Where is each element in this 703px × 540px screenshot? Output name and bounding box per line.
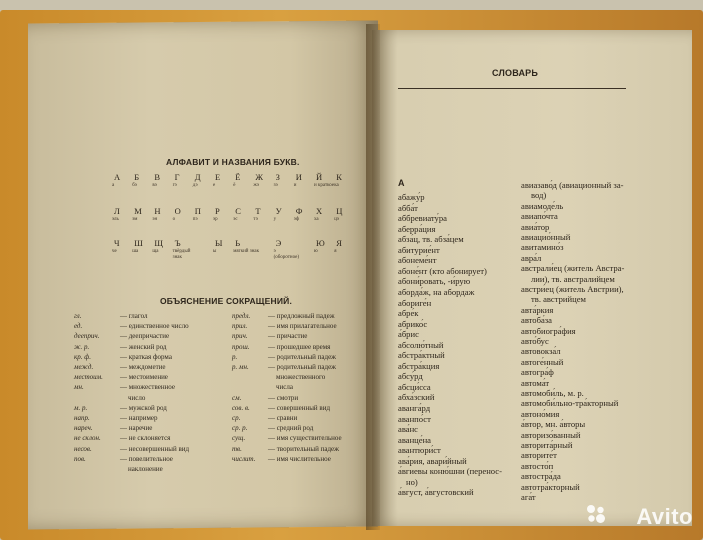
abbreviation: сущ. — [232, 434, 246, 443]
dictionary-entry: абсци́сса — [398, 381, 431, 392]
dictionary-entry: абориге́н — [398, 297, 432, 308]
alphabet-letter: Л — [114, 206, 120, 216]
alphabet-letter: Ь — [235, 238, 241, 248]
dictionary-entry: авитамино́з — [521, 242, 564, 253]
alphabet-letter-name: эм — [132, 217, 138, 222]
dictionary-entry: аванга́рд — [398, 403, 431, 413]
abbreviation-meaning: — местоимение — [120, 373, 168, 382]
abbreviation: ср. р. — [232, 424, 248, 433]
dictionary-entry: авиапо́чта — [521, 211, 558, 222]
alphabet-letter-name: жэ — [253, 183, 259, 188]
alphabet-letter-name: а — [112, 183, 115, 188]
abbreviation: р. — [232, 352, 238, 361]
abbreviation-meaning: — сравни — [268, 414, 298, 422]
abbreviation: местоим. — [74, 373, 103, 382]
alphabet-letter-name: цэ — [334, 217, 340, 222]
abbreviation-meaning: — множественное — [120, 383, 175, 392]
abbreviation: пов. — [74, 454, 86, 463]
abbreviation-meaning: — имя существительное — [268, 434, 342, 443]
dictionary-entry: а́втор, мн. а́вторы — [521, 419, 586, 430]
abbreviation-meaning: — имя числительное — [268, 454, 331, 463]
alphabet-letter-name: и — [293, 183, 297, 188]
alphabet-letter: Ъ — [174, 238, 181, 248]
abbreviation: прил. — [232, 322, 248, 331]
abbreviation-meaning: множественного — [276, 373, 326, 382]
abbreviation-meaning: — имя прилагательное — [268, 322, 337, 331]
abbreviation: ж. р. — [74, 342, 90, 351]
dictionary-entry: ага́т — [521, 492, 536, 502]
alphabet-letter: Э — [275, 238, 282, 248]
alphabet-title: АЛФАВИТ И НАЗВАНИЯ БУКВ. — [166, 157, 300, 167]
dictionary-entry: абсолю́тный — [398, 339, 444, 350]
alphabet-letter: Я — [336, 238, 342, 248]
abbreviation-meaning: — причастие — [268, 332, 308, 341]
alphabet-letter-name: и краткое — [314, 183, 335, 188]
alphabet-letter: С — [235, 206, 241, 216]
abbreviation: тв. — [232, 444, 242, 453]
abbreviation-meaning: — родительный падеж — [268, 363, 337, 371]
dictionary-entry: абсу́рд — [398, 371, 423, 382]
alphabet-letter-name: мягкий знак — [233, 249, 260, 254]
alphabet-letter: Е — [215, 172, 221, 182]
alphabet-letter: Х — [316, 206, 323, 216]
alphabet-letter-name: ю — [314, 249, 318, 254]
book-spine — [366, 24, 380, 530]
alphabet-letter-name: гэ — [172, 183, 177, 188]
alphabet-letter-name: ха — [314, 217, 319, 222]
dictionary-entry: а́брис — [398, 329, 419, 340]
dictionary-entry: авторите́т — [521, 450, 557, 461]
dictionary-entry: абажу́р — [398, 192, 425, 202]
dictionary-entry: абстра́ктный — [398, 350, 445, 361]
dictionary-entry: абитурие́нт — [398, 244, 440, 255]
abbreviation-meaning: — например — [120, 414, 158, 422]
alphabet-letter-name: вэ — [152, 183, 157, 188]
dictionary-entry: автома́т — [521, 377, 550, 388]
dictionary-entry: аббревиату́ра — [398, 213, 447, 224]
abbreviation: не склон. — [74, 434, 101, 443]
alphabet-letter: Н — [154, 206, 161, 216]
abbreviation: кр. ф. — [74, 352, 91, 361]
abbreviation-meaning: число — [128, 393, 146, 402]
alphabet-letter: Р — [215, 206, 220, 216]
alphabet-letter: Б — [134, 172, 140, 182]
dictionary-entry: автосто́п — [521, 460, 554, 471]
alphabet-letter: Ш — [134, 238, 143, 248]
left-page — [28, 20, 378, 529]
dictionary-entry: автомоби́ль, м. р. — [521, 388, 584, 398]
alphabet-letter-name: эс — [233, 217, 238, 222]
dictionary-entry: авта́ркия — [521, 304, 554, 315]
dictionary-entry: аванпо́ст — [398, 413, 431, 424]
alphabet-letter: М — [134, 206, 142, 216]
dictionary-entry: абха́зский — [398, 392, 435, 403]
dictionary-entry: лии), тв. австралийцем — [531, 273, 615, 284]
alphabet-letter-name: ы — [213, 249, 217, 254]
abbreviation: напр. — [74, 414, 90, 422]
title-rule — [398, 88, 626, 89]
abbreviation: мн. — [74, 383, 84, 392]
alphabet-letter-name: эль — [112, 217, 119, 222]
alphabet-letter-name: я — [334, 249, 337, 254]
alphabet-letter: З — [275, 172, 280, 182]
alphabet-letter: Ц — [336, 206, 343, 216]
dictionary-entry: авторизо́ванный — [521, 429, 581, 440]
alphabet-letter-name: тэ — [253, 217, 258, 222]
dictionary-entry: авантюри́ст — [398, 445, 441, 456]
dictionary-entry: ава́нс — [398, 424, 418, 435]
dictionary-entry: австрали́ец (житель Австра- — [521, 263, 625, 274]
dictionary-entry: аберра́ция — [398, 223, 436, 234]
abbreviation: ср. — [232, 414, 241, 422]
dictionary-entry: автобиогра́фия — [521, 325, 576, 336]
avito-dots-icon — [585, 503, 607, 525]
abbreviation: р. мн. — [232, 363, 249, 371]
alphabet-letter-name: че — [112, 249, 117, 254]
abbreviation: ед. — [74, 322, 83, 331]
dictionary-entry: автогра́ф — [521, 367, 554, 378]
dictionary-title: СЛОВАРЬ — [492, 68, 539, 78]
alphabet-letter: Щ — [154, 238, 163, 248]
dictionary-entry: абза́ц, тв. абза́цем — [398, 234, 464, 245]
dictionary-entry: авиацио́нный — [521, 232, 571, 242]
abbreviation-meaning: — предложный падеж — [268, 312, 335, 320]
dictionary-entry: автотра́кторный — [521, 481, 580, 492]
abbreviation: прич. — [232, 332, 248, 341]
alphabet-letter-name: ё — [233, 183, 236, 188]
alphabet-letter: И — [295, 172, 302, 182]
dictionary-entry: авиамоде́ль — [521, 200, 564, 211]
abbreviations-title: ОБЪЯСНЕНИЕ СОКРАЩЕНИЙ. — [160, 296, 293, 306]
alphabet-letter-name: э (оборотное) — [273, 249, 300, 260]
abbreviation: предл. — [232, 312, 251, 320]
alphabet-letter-name: эн — [152, 217, 158, 222]
abbreviation-meaning: — смотри — [268, 393, 299, 402]
abbreviation: несов. — [74, 444, 92, 453]
section-letter: А — [398, 178, 405, 188]
alphabet-letter: Т — [255, 206, 261, 216]
dictionary-entry: но) — [406, 476, 418, 487]
dictionary-entry: абрико́с — [398, 318, 428, 329]
abbreviation-meaning: — мужской род — [120, 403, 167, 412]
abbreviation: сов. в. — [232, 403, 250, 412]
dictionary-entry: авто́бус — [521, 336, 549, 346]
alphabet-letter-name: дэ — [192, 183, 198, 188]
abbreviation-meaning: — краткая форма — [120, 352, 172, 361]
abbreviation: межд. — [74, 363, 94, 371]
dictionary-entry: абба́т — [398, 202, 418, 213]
alphabet-letter: Г — [174, 172, 180, 182]
alphabet-letter: О — [174, 206, 181, 216]
alphabet-letter: У — [275, 206, 282, 216]
alphabet-letter: Д — [194, 172, 201, 182]
avito-watermark: Avito — [636, 504, 693, 529]
abbreviation-meaning: — наречие — [120, 424, 153, 433]
dictionary-entry: авра́л — [521, 252, 542, 263]
alphabet-letter-name: ка — [334, 183, 339, 188]
alphabet-letter-name: зэ — [273, 183, 278, 188]
alphabet-letter: Ю — [316, 238, 325, 248]
abbreviation-meaning: — средний род — [268, 424, 314, 433]
dictionary-entry: авиа́тор — [521, 221, 550, 232]
alphabet-letter-name: о — [172, 217, 176, 222]
dictionary-entry: а́вгуст, а́вгустовский — [398, 487, 474, 498]
alphabet-letter-name: твёрдый знак — [172, 249, 191, 260]
dictionary-entry: вод) — [531, 190, 547, 201]
alphabet-letter-name: пэ — [192, 217, 198, 222]
abbreviation-meaning: — повелительное — [120, 454, 173, 463]
alphabet-letter-name: е — [213, 183, 216, 188]
alphabet-letter: Ё — [235, 172, 241, 182]
abbreviation: числит. — [232, 454, 256, 463]
alphabet-letter-name: ша — [132, 249, 139, 254]
dictionary-entry: автостра́да — [521, 471, 561, 482]
alphabet-letter-name: бэ — [132, 183, 137, 188]
alphabet-letter-name: у — [273, 217, 277, 222]
abbreviation-meaning: числа — [276, 383, 293, 392]
dictionary-entry: австри́ец (житель Австрии), — [521, 284, 624, 294]
alphabet-letter: П — [194, 206, 201, 216]
dictionary-entry: абонеме́нт — [398, 255, 437, 266]
dictionary-entry: абоне́нт (кто абонирует) — [398, 265, 487, 276]
abbreviation-meaning: — творительный падеж — [268, 444, 339, 453]
abbreviation-meaning: наклонение — [128, 465, 163, 473]
alphabet-letter: А — [114, 172, 121, 182]
dictionary-entry: абони́ровать, -и́рую — [398, 276, 471, 287]
alphabet-letter: Ф — [295, 206, 303, 216]
dictionary-entry: авторита́рный — [521, 440, 573, 450]
abbreviation-meaning: — совершенный вид — [268, 403, 331, 412]
abbreviation: дееприч. — [74, 332, 100, 341]
abbreviation: нареч. — [74, 424, 93, 433]
dictionary-entry: абре́к — [398, 308, 419, 319]
abbreviation: м. р. — [74, 403, 88, 412]
dictionary-entry: ава́рия, авари́йный — [398, 455, 467, 466]
alphabet-letter-name: эр — [213, 217, 218, 222]
dictionary-entry: аборда́ж, на абордаж — [398, 286, 475, 297]
abbreviation-meaning: — деепричастие — [120, 332, 170, 341]
abbreviation: прош. — [232, 342, 250, 351]
alphabet-letter: Ы — [215, 238, 223, 248]
dictionary-entry: а́вгиевы коню́шни (перенос- — [398, 466, 502, 477]
abbreviation-meaning: — единственное число — [120, 322, 189, 331]
abbreviation-meaning: — родительный падеж — [268, 352, 337, 361]
dictionary-entry: автоно́мия — [521, 408, 560, 419]
abbreviation-meaning: — междометие — [120, 363, 166, 371]
alphabet-letter: Ч — [114, 238, 120, 248]
dictionary-entry: автовокза́л — [521, 346, 561, 357]
abbreviation-meaning: — не склоняется — [120, 434, 171, 443]
dictionary-entry: абстра́кция — [398, 360, 440, 371]
dictionary-entry: автоба́за — [521, 315, 552, 326]
alphabet-letter: Ж — [255, 172, 264, 182]
alphabet-letter-name: эф — [293, 217, 300, 222]
dictionary-entry: аванце́на — [398, 434, 431, 445]
alphabet-letter-name: ща — [152, 249, 159, 254]
abbreviation: см. — [232, 393, 242, 402]
abbreviation-meaning: — женский род — [120, 342, 167, 351]
abbreviation-meaning: — прошедшее время — [268, 342, 331, 351]
abbreviation: гл. — [74, 312, 82, 320]
alphabet-letter: Й — [316, 172, 323, 182]
abbreviation-meaning: — глагол — [120, 312, 148, 320]
dictionary-entry: тв. австрийцем — [531, 294, 586, 305]
dictionary-entry: автоге́нный — [521, 356, 564, 367]
alphabet-letter: В — [154, 172, 161, 182]
dictionary-entry: авиазаво́д (авиационный за- — [521, 180, 624, 190]
dictionary-entry: автомоби́льно-тра́кторный — [521, 398, 619, 409]
alphabet-letter: К — [336, 172, 342, 182]
abbreviation-meaning: — несовершенный вид — [120, 444, 190, 453]
